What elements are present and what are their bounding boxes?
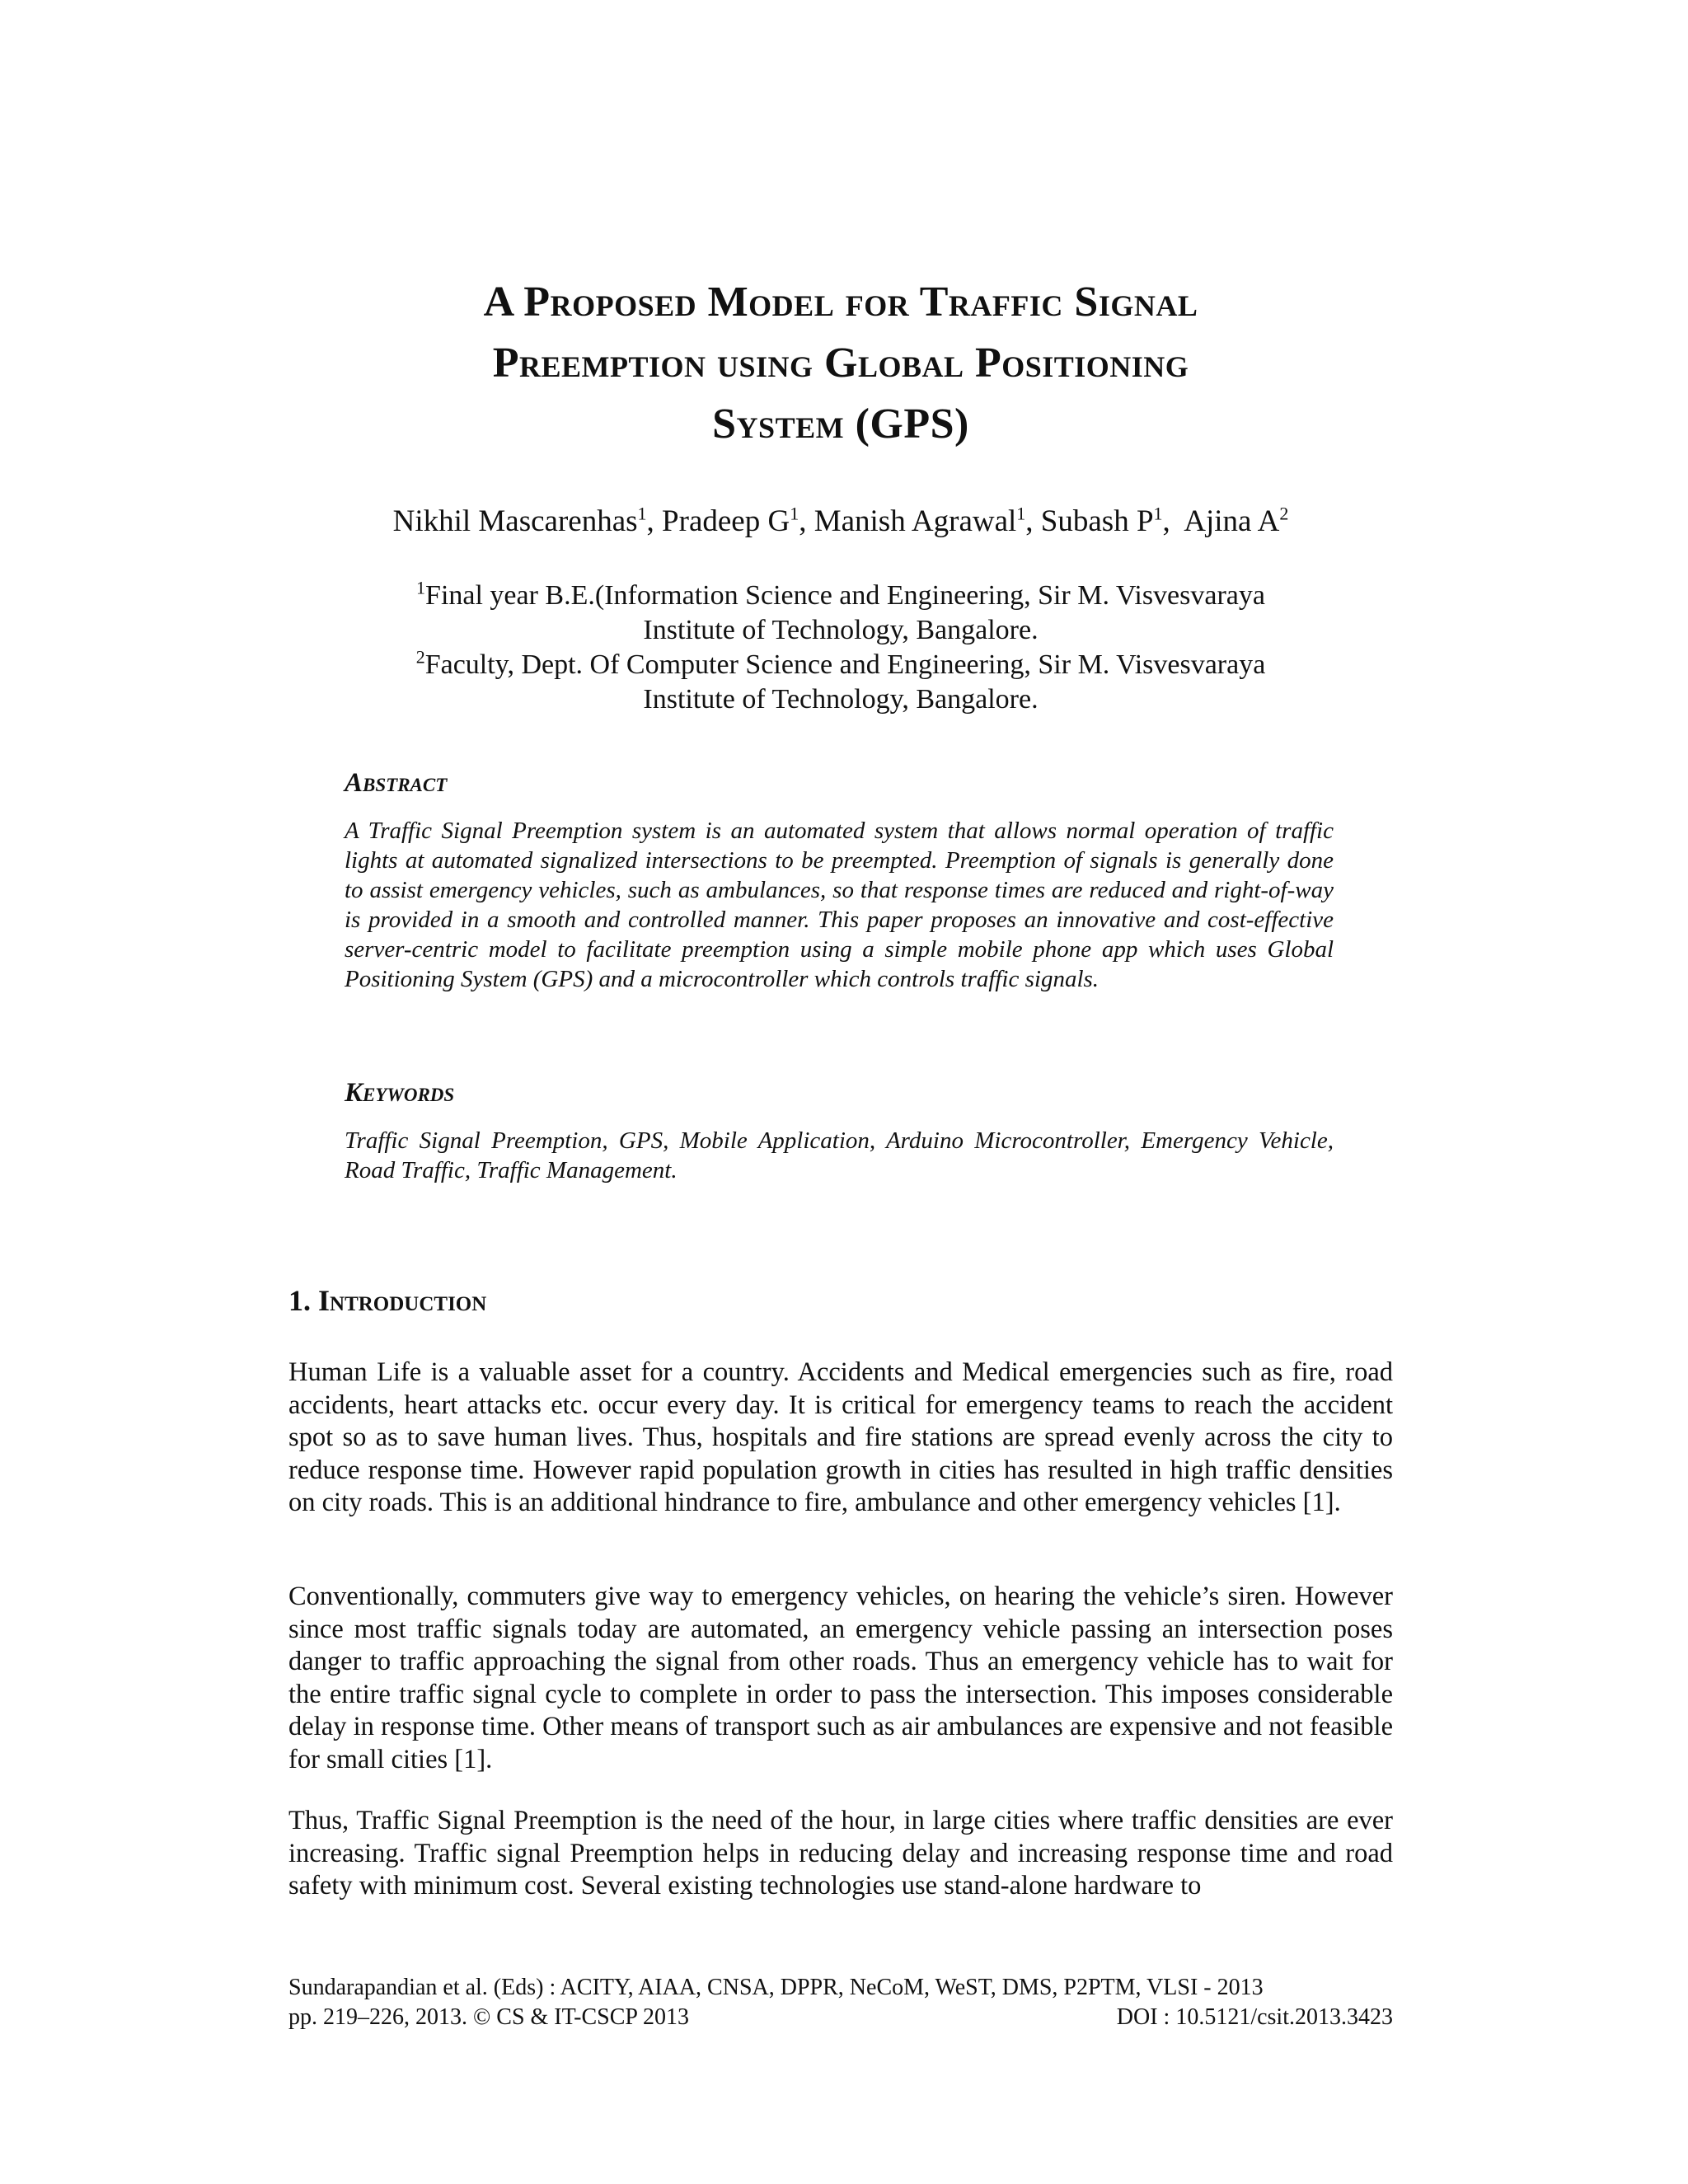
affiliation-1-line-1 [280, 579, 1401, 613]
page-footer [288, 1973, 1393, 2032]
intro-paragraph-2: Conventionally, commuters give way to emergency vehicles, on hearing the vehicle’s siren. However since most traffic signals today are automated, an emergency vehicle passing an intersection poses danger to traffic approaching the signal from other roads. Thus an emergency vehicle has to wait for the entire traffic signal cycle to complete in order to pass the intersection. This imposes considerable delay in response time. Other means of transport such as air ambulances are expensive and not feasible for small cities [1]. [288, 1582, 1393, 1774]
affiliations [280, 579, 1401, 717]
abstract-heading: Abstract [345, 768, 448, 798]
title-line-2: Preemption using Global Positioning [492, 340, 1189, 387]
footer-row [288, 2003, 1393, 2032]
intro-paragraph-3: Thus, Traffic Signal Preemption is the need of the hour, in large cities where traffic densities are ever increasing. Traffic signal Preemption helps in reducing delay and increasing response time and road safety with minimum cost. Several existing technologies use stand-alone hardware to [288, 1806, 1393, 1900]
author-affil-mark: 1 [790, 503, 799, 524]
affiliation-text: Faculty, Dept. Of Computer Science and Engineering, Sir M. Visvesvaraya [424, 649, 1266, 680]
author-affil-mark: 1 [1016, 503, 1026, 524]
keywords-body: Traffic Signal Preemption, GPS, Mobile Application, Arduino Microcontroller, Emergency Vehicle, Road Traffic, Traffic Management. [345, 1127, 1334, 1183]
title-line-1: A Proposed Model for Traffic Signal [483, 279, 1198, 326]
author-list: Nikhil Mascarenhas$^1$, Pradeep $G^1$, Manish Agrawal$^1$, Subash $P^1$, Ajina $A^2$ [392, 503, 1289, 538]
affiliation-text: Final year B.E.(Information Science and Engineering, Sir M. Visvesvaraya [425, 580, 1265, 611]
author-affil-mark: 1 [637, 503, 647, 524]
affiliation-mark: 1 [416, 577, 426, 598]
affiliation-1-line-2: Institute of Technology, Bangalore. [643, 615, 1039, 645]
author-name: Ajina A [1184, 504, 1280, 538]
section-heading-introduction: 1. Introduction [288, 1284, 487, 1317]
author-affil-mark: 1 [1153, 503, 1163, 524]
author-name: Subash P [1040, 504, 1154, 538]
intro-paragraph-1: Human Life is a valuable asset for a country. Accidents and Medical emergencies such as fire, road accidents, heart attacks etc. occur every day. It is critical for emergency teams to reach the accident spot so as to save human lives. Thus, hospitals and fire stations are spread evenly across the city to reduce response time. However rapid population growth in cities has resulted in high traffic densities on city roads. This is an additional hindrance to fire, ambulance and other emergency vehicles [1]. [288, 1357, 1393, 1517]
affiliation-mark: 2 [415, 646, 425, 668]
title-line-3: System (GPS) [712, 401, 969, 448]
affiliation-2-line-1 [280, 648, 1401, 682]
paper-title [280, 272, 1401, 455]
footer-proceedings: Sundarapandian et al. (Eds) : ACITY, AIAA, CNSA, DPPR, NeCoM, WeST, DMS, P2PTM, VLSI - 2013 [288, 1975, 1264, 2000]
author-affil-mark: 2 [1279, 503, 1289, 524]
footer-doi: DOI : 10.5121/csit.2013.3423 [1116, 2004, 1393, 2030]
abstract-body: A Traffic Signal Preemption system is an automated system that allows normal operation of traffic lights at automated signalized intersections to be preempted. Preemption of signals is generally done to assist emergency vehicles, such as ambulances, so that response times are reduced and right-of-way is provided in a smooth and controlled manner. This paper proposes an innovative and cost-effective server-centric model to facilitate preemption using a simple mobile phone app which uses Global Positioning System (GPS) and a microcontroller which controls traffic signals. [345, 818, 1334, 992]
footer-pages: pp. 219–226, 2013. © CS & IT-CSCP 2013 [288, 2004, 689, 2030]
author-name: Pradeep G [662, 504, 790, 538]
keywords-heading: Keywords [345, 1078, 455, 1108]
author-name: Manish Agrawal [814, 504, 1017, 538]
affiliation-2-line-2: Institute of Technology, Bangalore. [643, 684, 1039, 715]
author-name: Nikhil Mascarenhas [392, 504, 638, 538]
